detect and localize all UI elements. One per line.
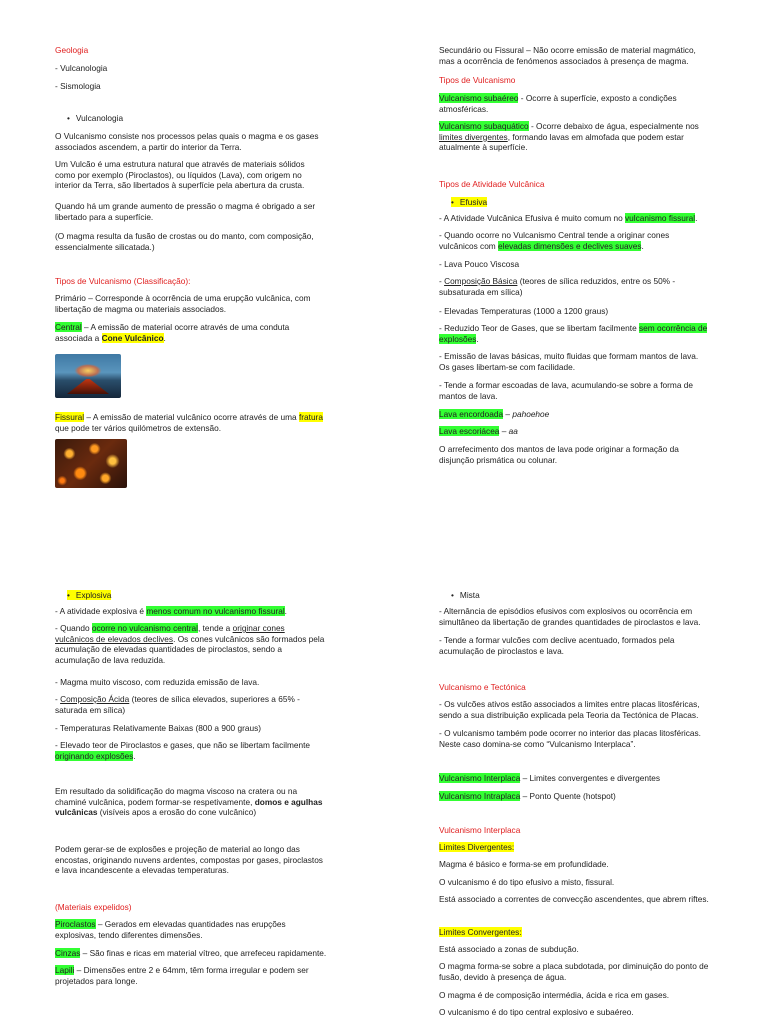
piroclastos-label: Piroclastos bbox=[55, 919, 96, 929]
tipos-atividade-heading: Tipos de Atividade Vulcânica bbox=[439, 179, 545, 189]
x6-highlight: originando explosões bbox=[55, 750, 134, 761]
solidificacao-paragraph bbox=[55, 786, 327, 818]
vulcanologia-item: - Vulcanologia bbox=[55, 63, 108, 73]
x4-text: - bbox=[55, 694, 61, 704]
x2-text: - Quando bbox=[55, 623, 92, 633]
central-end: . bbox=[163, 332, 166, 343]
explosiva-item-6 bbox=[55, 740, 323, 761]
interplaca-line bbox=[439, 773, 660, 784]
bullet-icon: • bbox=[451, 590, 454, 600]
e2-highlight: elevadas dimensões e declives suaves bbox=[498, 240, 642, 251]
x4-end: (teores de sílica elevados, superiores a 65% - saturada em sílica) bbox=[55, 694, 300, 715]
lava-escoriacea-line bbox=[439, 426, 518, 437]
pahoehoe-dash: – bbox=[503, 409, 513, 419]
subaereo-label: Vulcanismo subaéreo bbox=[439, 93, 519, 103]
explosiva-item-1 bbox=[55, 606, 325, 617]
e6-text: - Reduzido Teor de Gases, que se libertam facilmente bbox=[439, 323, 639, 333]
e6-highlight: sem ocorrência de explosões bbox=[439, 323, 708, 344]
solid-end: (visíveis apos a erosão do cone vulcânico) bbox=[97, 807, 257, 818]
x2-end: . Os cones vulcânicos são formados pela acumulação de elevadas quantidades de piroclastos, sendo a acumulação de lava reduzida. bbox=[55, 633, 325, 665]
efusiva-item-5: - Elevadas Temperaturas (1000 a 1200 graus) bbox=[439, 306, 609, 316]
efusiva-item-3: - Lava Pouco Viscosa bbox=[439, 259, 520, 269]
solid-text: Em resultado da solidificação do magma viscoso na cratera ou na chaminé vulcânica, podem formar-se respetivamente, bbox=[55, 786, 298, 807]
x1-end: . bbox=[284, 606, 287, 616]
aa: aa bbox=[508, 426, 518, 436]
central-label: Central bbox=[55, 322, 82, 332]
lava-escoriacea: Lava escoriácea bbox=[439, 426, 500, 436]
e1-text: - A Atividade Vulcânica Efusiva é muito comum no bbox=[439, 213, 626, 223]
explosiva-item-5: - Temperaturas Relativamente Baixas (800 a 900 graus) bbox=[55, 723, 261, 733]
fissural-paragraph bbox=[55, 412, 323, 433]
convergentes-item-3: O magma é de composição intermédia, ácida e rica em gases. bbox=[439, 990, 670, 1000]
tectonica-item-1: - Os vulcões ativos estão associados a limites entre placas litosféricas, sendo a sua distribuição explicada pela Teoria da Tectónica de Placas. bbox=[439, 699, 700, 720]
subaquatico-text2: , formando lavas em almofada que podem estar atualmente à superfície. bbox=[439, 131, 684, 153]
bullet-icon: • bbox=[67, 113, 70, 123]
tipos-vulcanismo-heading: Tipos de Vulcanismo (Classificação): bbox=[55, 276, 191, 286]
vulcanologia-bullet-label: Vulcanologia bbox=[75, 113, 124, 123]
subaereo-paragraph bbox=[439, 93, 704, 114]
explosiva-item-3: - Magma muito viscoso, com reduzida emissão de lava. bbox=[55, 677, 260, 687]
e2-end: . bbox=[641, 240, 644, 251]
x1-highlight: menos comum no vulcanismo fissural bbox=[146, 606, 285, 616]
divergentes-item-2: O vulcanismo é do tipo efusivo a misto, fissural. bbox=[439, 877, 615, 887]
aa-dash: – bbox=[499, 426, 509, 436]
limites-convergentes-label: Limites Convergentes: bbox=[439, 927, 522, 937]
mista-item-2: - Tende a formar vulcões com declive acentuado, formados pela acumulação de piroclastos e lava. bbox=[439, 635, 675, 656]
convergentes-item-1: Está associado a zonas de subdução. bbox=[439, 944, 579, 954]
domos-agulhas: domos e agulhas vulcânicas bbox=[55, 796, 323, 818]
intraplaca-text: – Ponto Quente (hotspot) bbox=[520, 791, 616, 801]
limites-divergentes-heading bbox=[439, 842, 514, 853]
composicao-basica: Composição Básica bbox=[444, 276, 518, 286]
arrefecimento-paragraph: O arrefecimento dos mantos de lava pode originar a formação da disjunção prismática ou colunar. bbox=[439, 444, 679, 465]
efusiva-item-2 bbox=[439, 230, 707, 251]
pressao-paragraph: Quando há um grande aumento de pressão o magma é obrigado a ser libertado para a superfície. bbox=[55, 201, 316, 222]
geologia-heading: Geologia bbox=[55, 45, 89, 55]
convergentes-item-2: O magma forma-se sobre a placa subdotada, por diminuição do ponto de fusão, devido à presença de água. bbox=[439, 961, 709, 982]
fratura: fratura bbox=[298, 412, 323, 422]
central-paragraph bbox=[55, 322, 323, 343]
e2-text: - Quando ocorre no Vulcanismo Central tende a originar cones vulcânicos com bbox=[439, 230, 670, 251]
piroclastos-text: – Gerados em elevadas quantidades nas erupções explosivas, tendo diferentes dimensões. bbox=[55, 919, 286, 940]
vulcanismo-interplaca-heading: Vulcanismo Interplaca bbox=[439, 825, 521, 835]
cinzas-text: – São finas e ricas em material vítreo, que arrefeceu rapidamente. bbox=[80, 948, 327, 958]
subaereo-text: - Ocorre à superfície, exposto a condições atmosféricas. bbox=[439, 93, 677, 114]
x2-underline: originar cones vulcânicos de elevados declives bbox=[55, 623, 285, 644]
fissural-label: Fissural bbox=[55, 412, 85, 422]
tipos-vulcanismo-subheading: Tipos de Vulcanismo bbox=[439, 75, 516, 85]
e1-highlight: vulcanismo fissural bbox=[625, 213, 696, 223]
nuvens-ardentes-paragraph: Podem gerar-se de explosões e projeção de material ao longo das encostas, originando nuvens ardentes, compostas por gases, piroclastos e lava incandescente a elevadas temperaturas. bbox=[55, 844, 323, 876]
volcano-eruption-photo bbox=[55, 354, 121, 398]
lapili-label: Lapili bbox=[55, 965, 75, 975]
divergentes-item-3: Está associado a correntes de convecção ascendentes, que abrem riftes. bbox=[439, 894, 709, 904]
lava-field-photo bbox=[55, 439, 127, 488]
explosiva-item-4 bbox=[55, 694, 325, 715]
tectonica-item-2: - O vulcanismo também pode ocorrer no interior das placas litosféricas. Neste caso domina-se como “Vulcanismo Interplaca”. bbox=[439, 728, 701, 749]
e4-end: (teores de sílica reduzidos, entre os 50% - subsaturada em sílica) bbox=[439, 276, 676, 297]
x1-text: - A atividade explosiva é bbox=[55, 606, 147, 616]
mista-label: Mista bbox=[459, 590, 480, 600]
vulcanismo-definition: O Vulcanismo consiste nos processos pelas quais o magma e os gases associados ascendem, a partir do interior da Terra. bbox=[55, 131, 319, 152]
interplaca-label: Vulcanismo Interplaca bbox=[439, 773, 521, 783]
x2-mid: , tende a bbox=[197, 623, 233, 633]
efusiva-bullet bbox=[451, 197, 487, 208]
sismologia-item: - Sismologia bbox=[55, 81, 101, 91]
secundario-paragraph: Secundário ou Fissural – Não ocorre emissão de material magmático, mas a ocorrência de fenómenos associados à presença de magma. bbox=[439, 45, 696, 66]
bullet-icon: • bbox=[451, 197, 454, 207]
lava-encordoada-line bbox=[439, 409, 549, 420]
composicao-acida: Composição Ácida bbox=[60, 694, 130, 704]
e6-end: . bbox=[476, 333, 479, 344]
explosiva-label: Explosiva bbox=[75, 590, 112, 600]
convergentes-item-4: O vulcanismo é do tipo central explosivo e subaéreo. bbox=[439, 1007, 634, 1017]
vulcanologia-bullet bbox=[67, 113, 123, 124]
fissural-text: – A emissão de material vulcânico ocorre através de uma bbox=[84, 412, 299, 422]
subaquatico-label: Vulcanismo subaquático bbox=[439, 121, 529, 131]
intraplaca-line bbox=[439, 791, 616, 802]
mista-item-1: - Alternância de episódios efusivos com explosivos ou ocorrência em simultâneo da libertação de grandes quantidades de piroclastos e lava. bbox=[439, 606, 701, 627]
efusiva-item-1 bbox=[439, 213, 711, 224]
pahoehoe: pahoehoe bbox=[512, 409, 550, 419]
vulcao-definition: Um Vulcão é uma estrutura natural que através de materiais sólidos como por exemplo (Piroclastos), ou líquidos (Lava), com origem no interior da Terra, são libertados à superfície pela abertura da crusta. bbox=[55, 159, 305, 191]
materiais-expelidos-heading: (Materiais expelidos) bbox=[55, 902, 132, 912]
intraplaca-label: Vulcanismo Intraplaca bbox=[439, 791, 521, 801]
efusiva-item-4 bbox=[439, 276, 704, 297]
fissural-end: que pode ter vários quilómetros de extensão. bbox=[55, 422, 222, 433]
bullet-icon: • bbox=[67, 590, 70, 600]
piroclastos-paragraph bbox=[55, 919, 325, 940]
mista-bullet bbox=[451, 590, 480, 601]
lapili-text: – Dimensões entre 2 e 64mm, têm forma irregular e podem ser projetados para longe. bbox=[55, 965, 309, 986]
efusiva-item-6 bbox=[439, 323, 709, 344]
cinzas-paragraph bbox=[55, 948, 327, 959]
efusiva-item-7: - Emissão de lavas básicas, muito fluidas que formam mantos de lava. Os gases libertam-se com facilidade. bbox=[439, 351, 699, 372]
central-text: – A emissão de material ocorre através de uma conduta associada a bbox=[55, 322, 290, 343]
limites-divergentes-label: Limites Divergentes: bbox=[439, 842, 515, 852]
explosiva-bullet bbox=[67, 590, 111, 601]
x2-highlight: ocorre no vulcanismo central bbox=[91, 623, 198, 633]
efusiva-label: Efusiva bbox=[459, 197, 488, 207]
primario-paragraph: Primário – Corresponde à ocorrência de uma erupção vulcânica, com libertação de magma ou materiais associados. bbox=[55, 293, 311, 314]
cinzas-label: Cinzas bbox=[55, 948, 81, 958]
e1-end: . bbox=[695, 213, 698, 223]
x6-end: . bbox=[133, 750, 136, 761]
limites-convergentes-heading bbox=[439, 927, 522, 938]
subaquatico-paragraph bbox=[439, 121, 704, 153]
lava-encordoada: Lava encordoada bbox=[439, 409, 504, 419]
efusiva-item-8: - Tende a formar escoadas de lava, acumulando-se sobre a forma de mantos de lava. bbox=[439, 380, 693, 401]
explosiva-item-2 bbox=[55, 623, 325, 665]
limites-divergentes-link: limites divergentes bbox=[439, 131, 508, 142]
interplaca-text: – Limites convergentes e divergentes bbox=[520, 773, 661, 783]
vulcanismo-tectonica-heading: Vulcanismo e Tectónica bbox=[439, 682, 526, 692]
magma-note: (O magma resulta da fusão de crostas ou do manto, com composição, essencialmente silicatada.) bbox=[55, 231, 314, 252]
divergentes-item-1: Magma é básico e forma-se em profundidade. bbox=[439, 859, 609, 869]
subaquatico-text1: - Ocorre debaixo de água, especialmente nos bbox=[528, 121, 699, 131]
e4-text: - bbox=[439, 276, 445, 286]
x6-text: - Elevado teor de Piroclastos e gases, que não se libertam facilmente bbox=[55, 740, 311, 750]
lapili-paragraph bbox=[55, 965, 320, 986]
cone-vulcanico: Cone Vulcânico bbox=[101, 332, 164, 343]
